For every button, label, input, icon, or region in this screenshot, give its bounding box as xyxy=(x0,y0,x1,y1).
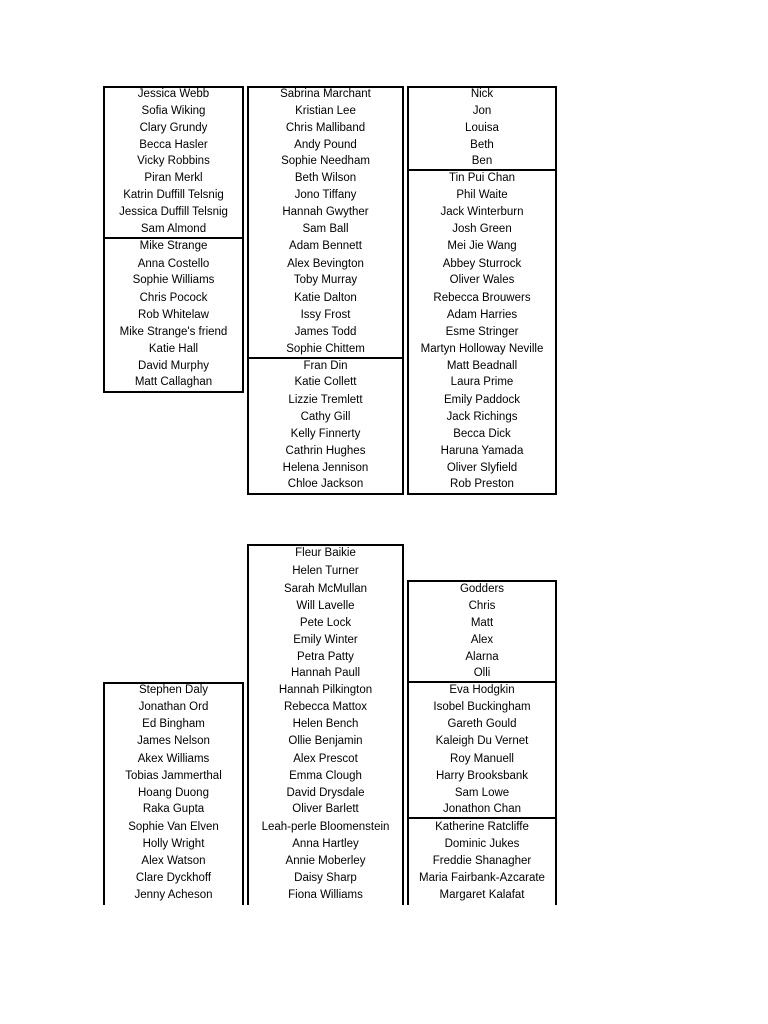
name-cell: Cathrin Hughes xyxy=(285,445,366,457)
name-cell: Eva Hodgkin xyxy=(449,684,515,696)
table1-column2 xyxy=(247,86,404,495)
name-cell: Emily Paddock xyxy=(443,394,521,406)
name-cell: Chris Pocock xyxy=(139,292,208,304)
name-cell: Mei Jie Wang xyxy=(447,240,517,252)
table1-column1 xyxy=(103,86,244,393)
name-cell: Becca Hasler xyxy=(139,139,208,151)
name-cell: Sofia Wiking xyxy=(141,105,206,117)
name-cell: Alex Prescot xyxy=(293,753,358,765)
name-cell: Martyn Holloway Neville xyxy=(420,343,544,355)
name-cell: Sam Almond xyxy=(140,223,207,235)
name-cell: Stephen Daly xyxy=(138,684,209,696)
name-cell: Anna Hartley xyxy=(292,838,359,850)
name-cell: Fiona Williams xyxy=(288,889,363,901)
name-cell: Emma Clough xyxy=(289,770,362,782)
name-cell: Will Lavelle xyxy=(296,600,355,612)
table1-column3 xyxy=(407,86,557,495)
name-cell: Emily Winter xyxy=(293,634,358,646)
name-cell: Katie Collett xyxy=(294,376,357,388)
name-cell: Godders xyxy=(459,583,505,595)
name-cell: Jenny Acheson xyxy=(134,889,213,901)
name-cell: Isobel Buckingham xyxy=(433,701,531,713)
name-cell: Adam Bennett xyxy=(289,240,362,252)
name-cell: Anna Costello xyxy=(137,258,210,270)
name-cell: Chris Malliband xyxy=(285,122,366,134)
name-cell: Daisy Sharp xyxy=(294,872,357,884)
name-cell: Josh Green xyxy=(452,223,512,235)
name-cell: Vicky Robbins xyxy=(137,155,210,167)
name-cell: Matt Beadnall xyxy=(446,360,518,372)
name-cell: Jonathon Chan xyxy=(442,803,521,815)
table2-column3 xyxy=(407,580,557,905)
name-cell: Leah-perle Bloomenstein xyxy=(261,821,390,833)
name-cell: Petra Patty xyxy=(297,651,354,663)
name-cell: Oliver Wales xyxy=(449,274,515,286)
name-cell: Haruna Yamada xyxy=(440,445,524,457)
name-cell: Chris xyxy=(468,600,496,612)
name-cell: Raka Gupta xyxy=(142,803,205,815)
name-cell: Alex xyxy=(470,634,494,646)
name-cell: Jessica Webb xyxy=(137,88,210,100)
name-cell: Hannah Paull xyxy=(290,667,361,679)
name-cell: Katie Hall xyxy=(148,343,199,355)
name-cell: Ollie Benjamin xyxy=(288,735,363,747)
name-cell: Sam Lowe xyxy=(454,787,510,799)
name-cell: Beth xyxy=(470,139,494,151)
name-cell: Issy Frost xyxy=(300,309,351,321)
name-cell: Mike Strange xyxy=(139,240,208,252)
name-cell: Harry Brooksbank xyxy=(435,770,529,782)
name-cell: Gareth Gould xyxy=(447,718,517,730)
name-cell: Ben xyxy=(471,155,493,167)
name-cell: Rob Preston xyxy=(450,478,514,490)
name-cell: Helena Jennison xyxy=(282,462,369,474)
name-cell: Rebecca Mattox xyxy=(283,701,368,713)
name-cell: Jono Tiffany xyxy=(294,189,357,201)
name-cell: Kelly Finnerty xyxy=(290,428,361,440)
name-cell: Maria Fairbank-Azcarate xyxy=(419,872,545,884)
name-cell: David Drysdale xyxy=(286,787,365,799)
name-cell: Nick xyxy=(470,88,494,100)
name-cell: James Todd xyxy=(294,326,357,338)
name-cell: Katrin Duffill Telsnig xyxy=(123,189,224,201)
group-divider xyxy=(105,237,242,239)
name-cell: Sam Ball xyxy=(302,223,349,235)
name-cell: Piran Merkl xyxy=(144,172,203,184)
name-cell: Abbey Sturrock xyxy=(442,258,522,270)
name-cell: Pete Lock xyxy=(299,617,352,629)
name-cell: Jonathan Ord xyxy=(138,701,209,713)
name-cell: Akex Williams xyxy=(137,753,210,765)
name-cell: Sabrina Marchant xyxy=(280,88,371,100)
name-cell: Toby Murray xyxy=(293,274,358,286)
name-cell: Holly Wright xyxy=(142,838,205,850)
name-cell: Tobias Jammerthal xyxy=(125,770,222,782)
group-divider xyxy=(409,169,555,171)
group-divider xyxy=(409,817,555,819)
name-cell: Mike Strange's friend xyxy=(119,326,228,338)
name-cell: Fran Din xyxy=(303,360,348,372)
name-cell: Sophie Chittem xyxy=(286,343,365,355)
name-cell: Adam Harries xyxy=(446,309,518,321)
name-cell: Alex Bevington xyxy=(287,258,364,270)
name-cell: Katie Dalton xyxy=(294,292,357,304)
name-cell: Rebecca Brouwers xyxy=(433,292,531,304)
name-cell: James Nelson xyxy=(137,735,210,747)
name-cell: Clare Dyckhoff xyxy=(135,872,212,884)
name-cell: Hannah Pilkington xyxy=(278,684,373,696)
name-cell: Dominic Jukes xyxy=(444,838,520,850)
name-cell: Jessica Duffill Telsnig xyxy=(119,206,228,218)
name-cell: Matt Callaghan xyxy=(134,376,213,388)
name-cell: Beth Wilson xyxy=(294,172,357,184)
table2-column1 xyxy=(103,682,244,905)
name-cell: Rob Whitelaw xyxy=(138,309,209,321)
name-cell: Jack Richings xyxy=(446,411,518,423)
name-cell: Hoang Duong xyxy=(138,787,209,799)
name-cell: Margaret Kalafat xyxy=(439,889,525,901)
name-cell: Hannah Gwyther xyxy=(282,206,369,218)
name-cell: Kaleigh Du Vernet xyxy=(435,735,529,747)
name-cell: Alarna xyxy=(465,651,499,663)
name-cell: Cathy Gill xyxy=(300,411,351,423)
name-cell: Roy Manuell xyxy=(450,753,514,765)
name-cell: Jack Winterburn xyxy=(440,206,524,218)
name-cell: Jon xyxy=(472,105,492,117)
group-divider xyxy=(249,357,402,359)
name-cell: Katherine Ratcliffe xyxy=(435,821,529,833)
name-cell: Sophie Van Elven xyxy=(128,821,219,833)
name-cell: Lizzie Tremlett xyxy=(288,394,363,406)
name-cell: Freddie Shanagher xyxy=(432,855,532,867)
name-cell: Kristian Lee xyxy=(295,105,356,117)
name-cell: Chloe Jackson xyxy=(287,478,364,490)
name-cell: Louisa xyxy=(465,122,499,134)
name-cell: Oliver Barlett xyxy=(292,803,359,815)
name-cell: Tin Pui Chan xyxy=(448,172,516,184)
name-cell: Esme Stringer xyxy=(445,326,519,338)
name-cell: David Murphy xyxy=(138,360,209,372)
name-cell: Matt xyxy=(470,617,494,629)
name-cell: Helen Turner xyxy=(292,565,359,577)
name-cell: Sophie Needham xyxy=(281,155,370,167)
name-cell: Phil Waite xyxy=(456,189,508,201)
table2-column2 xyxy=(247,544,404,905)
name-cell: Olli xyxy=(473,667,491,679)
name-cell: Ed Bingham xyxy=(142,718,205,730)
name-cell: Becca Dick xyxy=(453,428,511,440)
name-cell: Helen Bench xyxy=(292,718,359,730)
name-cell: Laura Prime xyxy=(450,376,514,388)
name-cell: Sophie Williams xyxy=(132,274,215,286)
name-cell: Sarah McMullan xyxy=(283,583,368,595)
name-cell: Oliver Slyfield xyxy=(446,462,518,474)
name-cell: Fleur Baikie xyxy=(295,547,356,559)
group-divider xyxy=(409,681,555,683)
name-cell: Annie Moberley xyxy=(285,855,366,867)
name-cell: Alex Watson xyxy=(141,855,206,867)
name-cell: Clary Grundy xyxy=(139,122,208,134)
name-cell: Andy Pound xyxy=(294,139,357,151)
